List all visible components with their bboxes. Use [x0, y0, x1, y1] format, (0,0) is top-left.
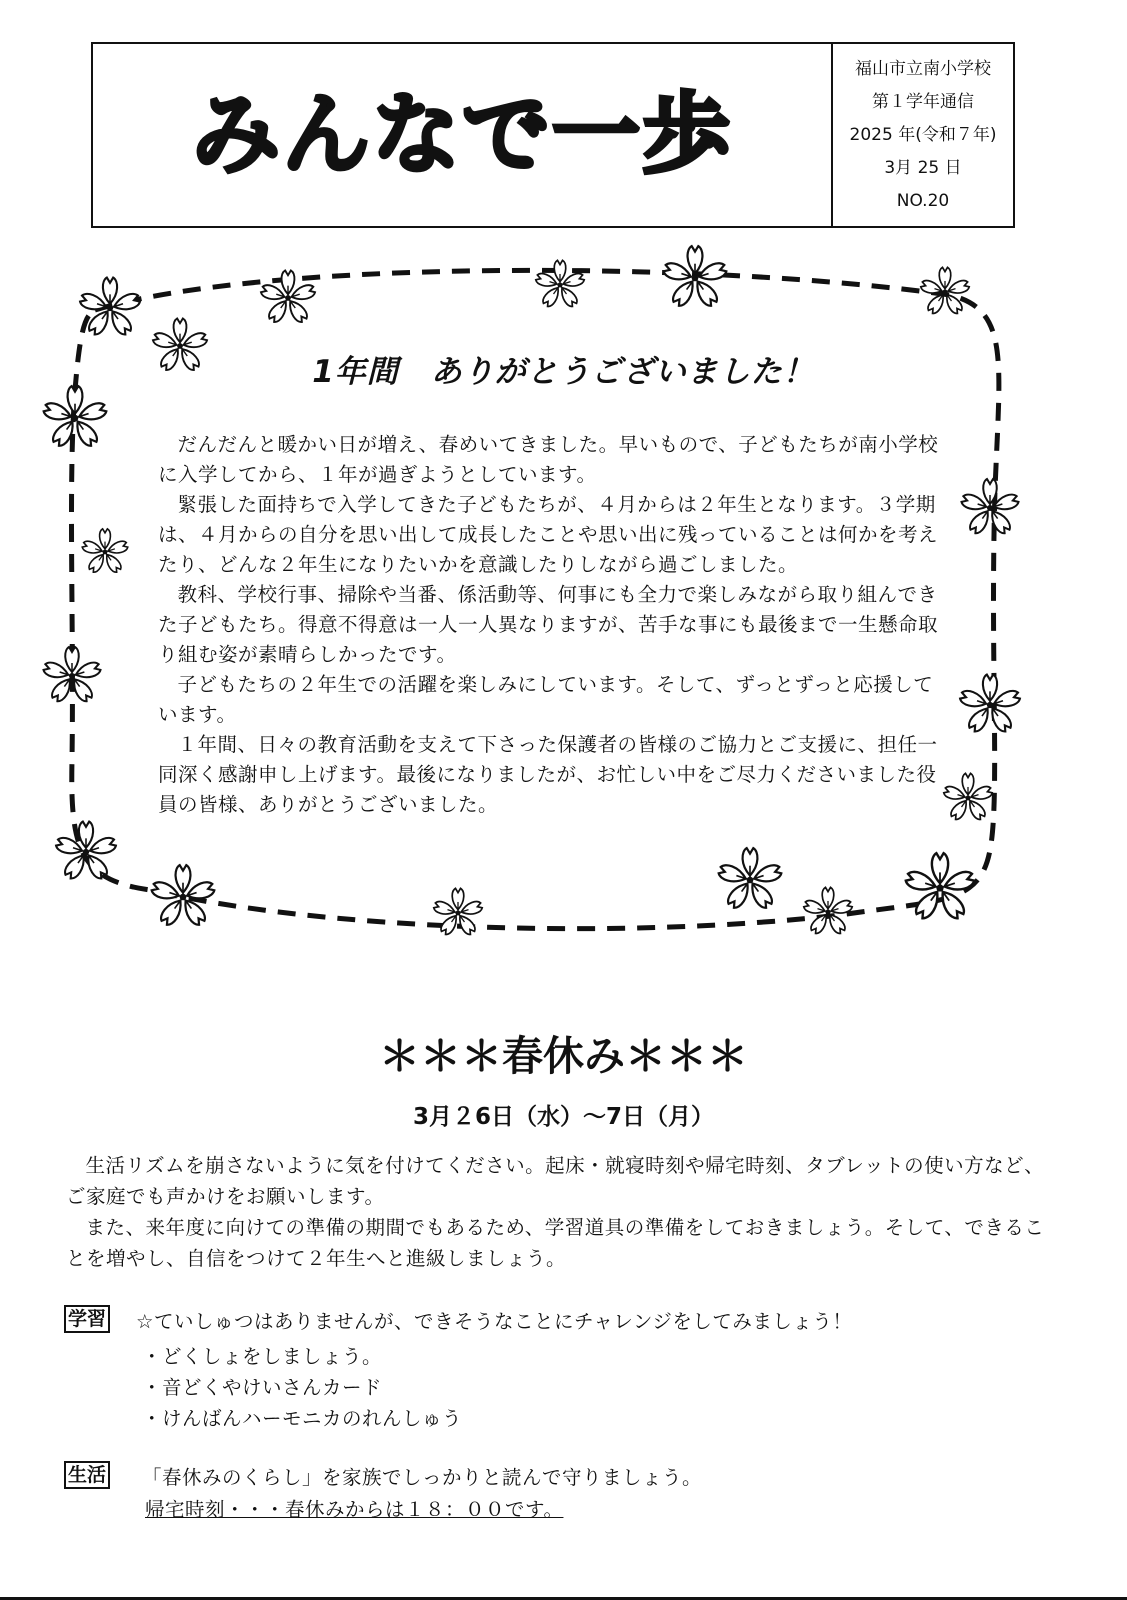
sakura-icon — [717, 848, 782, 910]
sakura-icon — [803, 887, 853, 935]
study-item: ・どくしょをしましょう。 — [142, 1345, 383, 1368]
date: 3月 25 日 — [884, 157, 962, 178]
sakura-icon — [55, 822, 117, 881]
thanks-paragraph: だんだんと暖かい日が増え、春めいてきました。早いもので、子どもたちが南小学校に入学してから、１年が過ぎようとしています。 — [158, 433, 939, 486]
thanks-paragraph: 子どもたちの２年生での活躍を楽しみにしています。そして、ずっとずっと応援しています。 — [158, 673, 934, 726]
sakura-icon — [42, 647, 101, 703]
sakura-icon — [81, 529, 128, 574]
study-item: ・けんばんハーモニカのれんしゅう — [142, 1407, 463, 1430]
study-label: 学習 — [64, 1305, 110, 1333]
spring-paragraph: また、来年度に向けての準備の期間でもあるため、学習道具の準備をしておきましょう。そして、できることを増やし、自信をつけて２年生へと進級しましょう。 — [66, 1216, 1045, 1270]
newsletter-title: みんなで一歩 — [191, 83, 732, 186]
title-cell — [93, 44, 833, 226]
life-curfew: 帰宅時刻・・・春休みからは１８：００です。 — [145, 1498, 564, 1521]
year: 2025 年(令和７年) — [849, 124, 997, 145]
study-item: ・音どくやけいさんカード — [142, 1376, 383, 1399]
sakura-icon — [433, 888, 483, 936]
sakura-icon — [150, 865, 215, 927]
newsletter-name: 第１学年通信 — [872, 91, 974, 112]
school-name: 福山市立南小学校 — [855, 58, 991, 79]
thanks-paragraph: １年間、日々の教育活動を支えて下さった保護者の皆様のご協力とご支援に、担任一同深く感謝申し上げます。最後になりましたが、お忙しい中をご尽力くださいました役員の皆様、ありがとうございました。 — [158, 733, 938, 816]
sakura-icon — [79, 278, 141, 337]
newsletter-header — [91, 42, 1015, 228]
sakura-icon — [662, 246, 727, 308]
life-line: 「春休みのくらし」を家族でしっかりと読んで守りましょう。 — [142, 1466, 703, 1489]
thanks-paragraph: 教科、学校行事、掃除や当番、係活動等、何事にも全力で楽しみながら取り組んできた子どもたち。得意不得意は一人一人異なりますが、苦手な事にも最後まで一生懸命取り組む姿が素晴らしかったです。 — [158, 583, 939, 666]
sakura-icon — [535, 260, 585, 308]
study-intro: ☆ていしゅつはありませんが、できそうなことにチャレンジをしてみましょう！ — [136, 1310, 853, 1333]
spring-break-title: ＊＊＊春休み＊＊＊ — [379, 1032, 748, 1080]
spring-break-body — [66, 1150, 1060, 1274]
issue-number: NO.20 — [896, 190, 950, 211]
sakura-icon — [960, 479, 1019, 535]
sakura-icon — [904, 853, 975, 921]
sakura-icon — [959, 675, 1021, 734]
thanks-paragraph: 緊張した面持ちで入学してきた子どもたちが、４月からは２年生となります。３学期は、４月からの自分を思い出して成長したことや思い出に残っていることは何かを考えたり、どんな２年生になりたいかを意識したりしながら過ごしました。 — [158, 493, 939, 576]
spring-paragraph: 生活リズムを崩さないように気を付けてください。起床・就寝時刻や帰宅時刻、タブレットの使い方など、ご家庭でも声かけをお願いします。 — [66, 1154, 1045, 1208]
life-label: 生活 — [64, 1461, 110, 1489]
spring-break-dates: 3月２6日（水）～7日（月） — [412, 1104, 714, 1130]
thanks-body — [158, 430, 948, 820]
thanks-heading: 1年間 ありがとうございました！ — [312, 354, 815, 390]
info-cell — [833, 44, 1013, 226]
sakura-icon — [920, 267, 970, 315]
